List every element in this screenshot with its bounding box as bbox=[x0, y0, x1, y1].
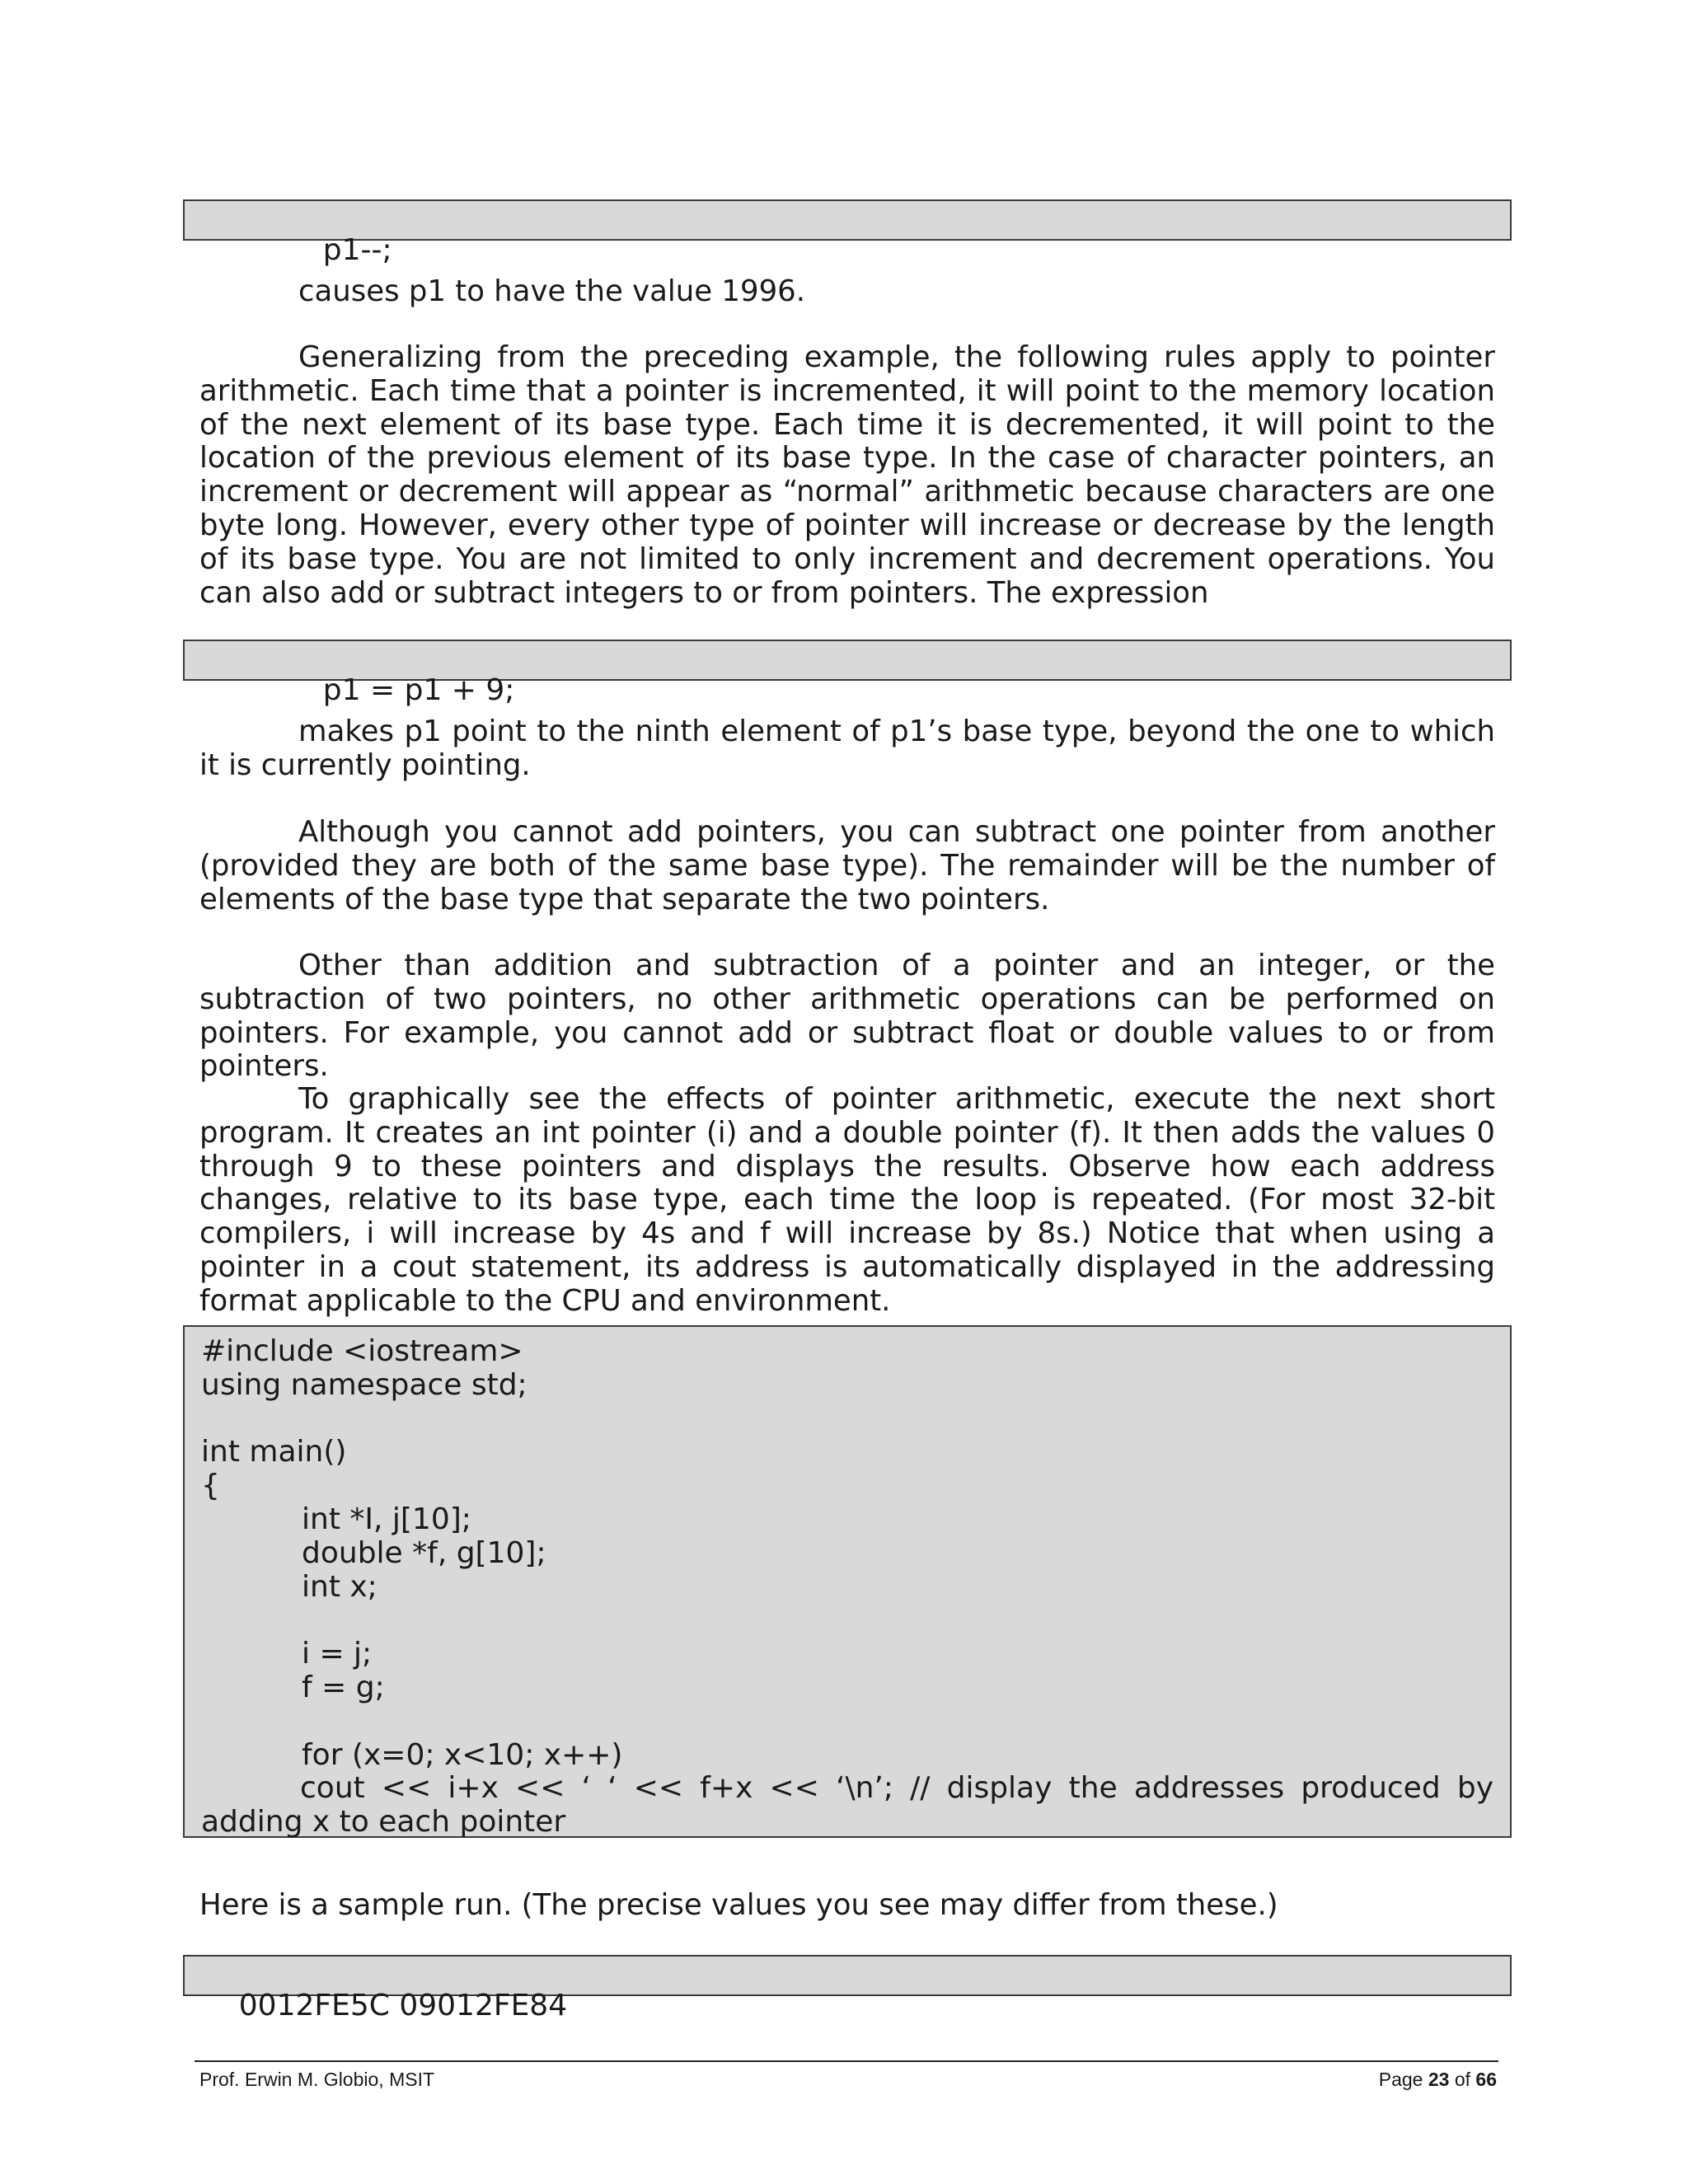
sample-output-text: 0012FE5C 09012FE84 bbox=[238, 1989, 568, 2022]
footer-total-pages: 66 bbox=[1475, 2069, 1497, 2090]
footer-divider bbox=[195, 2060, 1498, 2062]
code-box-decrement bbox=[183, 199, 1512, 267]
code-line-cout bbox=[201, 1772, 1493, 1840]
code-blank-line bbox=[201, 1604, 1493, 1638]
paragraph-causes bbox=[199, 275, 1495, 309]
paragraph-other-than bbox=[199, 949, 1495, 1084]
paragraph-makes-text: makes p1 point to the ninth element of p1’s base type, beyond the one to which it is currently pointing. bbox=[199, 715, 1495, 782]
footer-current-page: 23 bbox=[1428, 2069, 1450, 2090]
code-line: double *f, g[10]; bbox=[302, 1535, 546, 1570]
code-snippet-add-nine: p1 = p1 + 9; bbox=[322, 673, 515, 707]
paragraph-graphically-text: To graphically see the effects of pointer arithmetic, execute the next short program. It creates an int pointer (i) and a double pointer (f). It then adds the values 0 through 9 to these pointers and displays the results. Observe how each address changes, relative to its base type, each time the loop is repeated. (For most 32-bit compilers, i will increase by 4s and f will increase by 8s.) Notice that when using a pointer in a cout statement, its address is automatically displayed in the addressing format applicable to the CPU and environment. bbox=[199, 1082, 1495, 1318]
footer-page-number bbox=[1379, 2067, 1497, 2092]
code-line: f = g; bbox=[302, 1670, 385, 1704]
paragraph-although bbox=[199, 816, 1495, 916]
paragraph-generalizing bbox=[199, 341, 1495, 610]
paragraph-other-than-text: Other than addition and subtraction of a pointer and an integer, or the subtraction of two pointers, no other arithmetic operations can be performed on pointers. For example, you cannot add or subtract float or double values to or from pointers. bbox=[199, 949, 1495, 1084]
code-line: int *I, j[10]; bbox=[302, 1502, 471, 1536]
code-line: i = j; bbox=[302, 1637, 373, 1671]
code-line: #include <iostream> bbox=[201, 1334, 523, 1368]
code-line: using namespace std; bbox=[201, 1367, 528, 1402]
code-box-add-nine bbox=[183, 640, 1512, 707]
code-listing bbox=[183, 1325, 1512, 1838]
paragraph-sample-run-text: Here is a sample run. (The precise values you see may differ from these.) bbox=[199, 1888, 1278, 1922]
footer-author: Prof. Erwin M. Globio, MSIT bbox=[199, 2069, 435, 2090]
footer-page-label: Page bbox=[1378, 2069, 1423, 2090]
code-line: int main() bbox=[201, 1435, 347, 1469]
code-line-cout-text: cout << i+x << ‘ ‘ << f+x << ‘\n’; // display the addresses produced by adding x to each pointer bbox=[201, 1771, 1493, 1840]
paragraph-although-text: Although you cannot add pointers, you can subtract one pointer from another (provided they are both of the same base type). The remainder will be the number of elements of the base type that separate the two pointers. bbox=[199, 815, 1495, 916]
sample-output-box bbox=[183, 1955, 1512, 2022]
code-blank-line bbox=[201, 1705, 1493, 1739]
paragraph-generalizing-text: Generalizing from the preceding example, the following rules apply to pointer arithmetic. Each time that a pointer is incremented, it will point to the memory location of the next element of its base type. Each time it is decremented, it will point to the location of the previous element of its base type. In the case of character pointers, an increment or decrement will appear as “normal” arithmetic because characters are one byte long. However, every other type of pointer will increase or decrease by the length of its base type. You are not limited to only increment and decrement operations. You can also add or subtract integers to or from pointers. The expression bbox=[199, 340, 1495, 610]
code-line: int x; bbox=[302, 1569, 377, 1604]
code-line: for (x=0; x<10; x++) bbox=[302, 1737, 623, 1772]
paragraph-graphically bbox=[199, 1083, 1495, 1319]
code-snippet-decrement: p1--; bbox=[322, 233, 392, 267]
paragraph-causes-text: causes p1 to have the value 1996. bbox=[298, 274, 806, 308]
code-blank-line bbox=[201, 1403, 1493, 1436]
paragraph-makes bbox=[199, 715, 1495, 783]
code-line: { bbox=[201, 1469, 220, 1503]
footer-of-label: of bbox=[1454, 2069, 1471, 2090]
paragraph-sample-run bbox=[199, 1889, 1495, 1923]
